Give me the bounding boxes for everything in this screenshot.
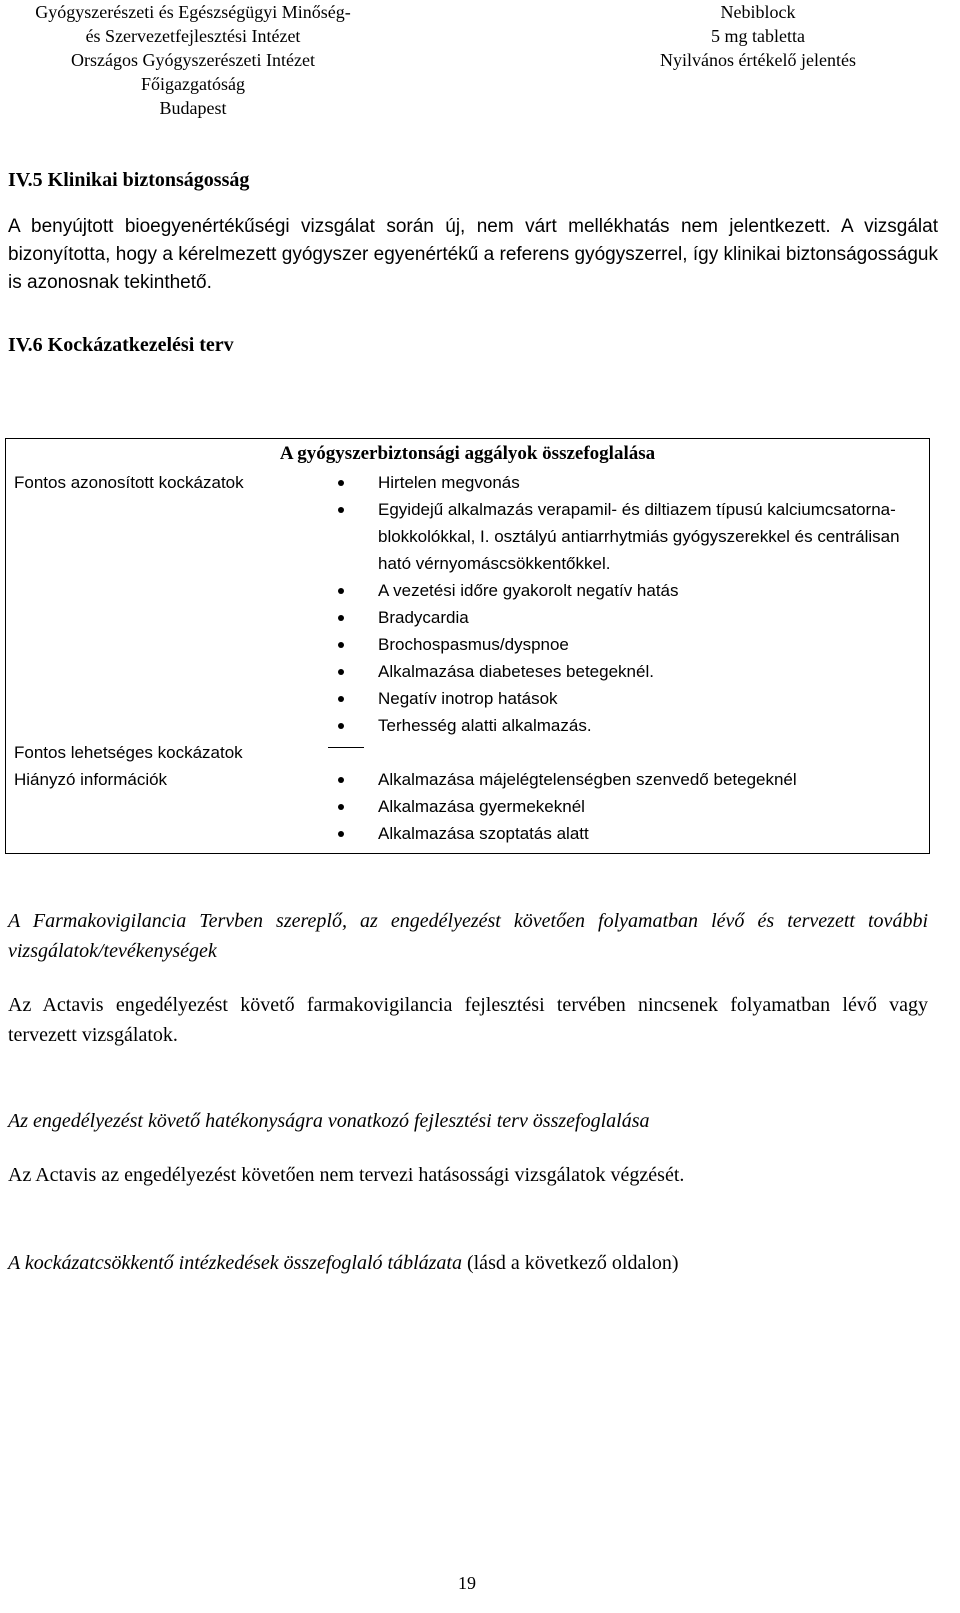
- risk-row-label: Fontos azonosított kockázatok: [14, 473, 244, 492]
- list-item-text: Negatív inotrop hatások: [378, 689, 558, 708]
- list-item-text: A vezetési időre gyakorolt negatív hatás: [378, 581, 679, 600]
- list-item-text: Terhesség alatti alkalmazás.: [378, 716, 592, 735]
- bullet-icon: [338, 777, 344, 783]
- list-item-text: Alkalmazása szoptatás alatt: [378, 824, 589, 843]
- list-item-text: Alkalmazása diabeteses betegeknél.: [378, 662, 654, 681]
- pv-plan-text: Az Actavis engedélyezést követő farmakovigilancia fejlesztési tervében nincsenek folyamatban lévő vagy tervezett vizsgálatok.: [8, 994, 928, 1046]
- bullet-icon: [338, 588, 344, 594]
- section-iv6-title: IV.6 Kockázatkezelési terv: [8, 334, 234, 356]
- list-item: [322, 685, 929, 712]
- list-item: [322, 658, 929, 685]
- list-item: [322, 766, 929, 793]
- risk-minimisation-note: (lásd a következő oldalon): [466, 1252, 679, 1274]
- efficacy-plan-heading: Az engedélyezést követő hatékonyságra vonatkozó fejlesztési terv összefoglalása: [8, 1110, 650, 1132]
- efficacy-plan-section: [8, 1106, 928, 1190]
- section-iv5-title: IV.5 Klinikai biztonságosság: [8, 169, 250, 191]
- bullet-icon: [338, 669, 344, 675]
- risk-summary-table: [5, 438, 930, 854]
- table-row: [6, 469, 930, 739]
- bullet-icon: [338, 723, 344, 729]
- header-left-line: Főigazgatóság: [141, 74, 245, 94]
- list-item: [322, 577, 929, 604]
- header-left-line: Gyógyszerészeti és Egészségügyi Minőség-: [35, 2, 351, 22]
- list-item: [322, 820, 929, 847]
- list-item: [322, 469, 929, 496]
- bullet-icon: [338, 696, 344, 702]
- risk-row-items: [322, 766, 930, 854]
- bullet-icon: [338, 831, 344, 837]
- bullet-icon: [338, 804, 344, 810]
- header-right-line: Nyilvános értékelő jelentés: [660, 50, 856, 70]
- list-item-text: Egyidejű alkalmazás verapamil- és diltiazem típusú kalciumcsatorna-blokkolókkal, I. osztályú antiarrhytmiás gyógyszerekkel és centrálisan ható vérnyomáscsökkentőkkel.: [378, 500, 900, 573]
- header-left-line: Budapest: [159, 98, 227, 118]
- header-left-line: Országos Gyógyszerészeti Intézet: [71, 50, 315, 70]
- list-item-text: Brochospasmus/dyspnoe: [378, 635, 569, 654]
- page-number: 19: [458, 1573, 476, 1593]
- table-row: [6, 766, 930, 854]
- section-iv5-text: A benyújtott bioegyenértékűségi vizsgálat során új, nem várt mellékhatás nem jelentkezett. A vizsgálat bizonyította, hogy a kérelmezett gyógyszer egyenértékű a referens gyógyszerrel, így klinikai biztonságosságuk is azonosnak tekinthető.: [8, 216, 938, 293]
- list-item: [322, 712, 929, 739]
- risk-table-title: A gyógyszerbiztonsági aggályok összefoglalása: [279, 443, 656, 464]
- pv-plan-section: [8, 906, 928, 1050]
- list-item-text: Alkalmazása májelégtelenségben szenvedő betegeknél: [378, 770, 797, 789]
- list-item-text: Bradycardia: [378, 608, 469, 627]
- risk-row-items: [322, 739, 930, 766]
- list-item-text: Hirtelen megvonás: [378, 473, 520, 492]
- dash-icon: [328, 747, 364, 748]
- header-right: [628, 0, 888, 72]
- header-right-line: 5 mg tabletta: [711, 26, 805, 46]
- bullet-icon: [338, 615, 344, 621]
- list-item: [322, 793, 929, 820]
- risk-row-items: [322, 469, 930, 739]
- list-item: [322, 631, 929, 658]
- risk-row-label: Fontos lehetséges kockázatok: [14, 743, 243, 762]
- main-content: [8, 168, 938, 357]
- header-left-line: és Szervezetfejlesztési Intézet: [85, 26, 301, 46]
- bullet-icon: [338, 480, 344, 486]
- efficacy-plan-text: Az Actavis az engedélyezést követően nem tervezi hatásossági vizsgálatok végzését.: [8, 1164, 685, 1186]
- risk-minimisation-section: [8, 1248, 928, 1278]
- header-right-line: Nebiblock: [720, 2, 796, 22]
- bullet-icon: [338, 642, 344, 648]
- pv-plan-heading: A Farmakovigilancia Tervben szereplő, az engedélyezést követően folyamatban lévő és tervezett további vizsgálatok/tevékenységek: [8, 910, 928, 962]
- list-item-text: Alkalmazása gyermekeknél: [378, 797, 585, 816]
- bullet-icon: [338, 507, 344, 513]
- table-row: [6, 739, 930, 766]
- risk-minimisation-heading: A kockázatcsökkentő intézkedések összefoglaló táblázata: [8, 1252, 462, 1274]
- header-left: [8, 0, 378, 120]
- list-item: [322, 604, 929, 631]
- risk-row-label: Hiányzó információk: [14, 770, 168, 789]
- list-item: [322, 496, 929, 577]
